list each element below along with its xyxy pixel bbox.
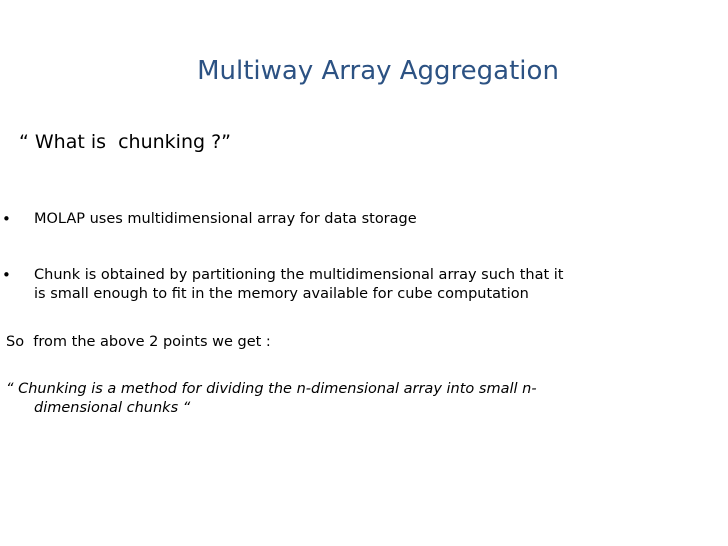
bullet-text: MOLAP uses multidimensional array for data storage [34, 211, 417, 227]
definition-line-1: “ Chunking is a method for dividing the n-dimensional array into small n- [6, 381, 537, 397]
definition-line-2: dimensional chunks “ [34, 400, 191, 416]
question-heading: “ What is chunking ?” [19, 131, 232, 153]
bullet-icon: • [2, 266, 11, 284]
conclusion-text: So from the above 2 points we get : [6, 334, 271, 350]
bullet-text-line-2: is small enough to fit in the memory available for cube computation [34, 286, 529, 302]
bullet-item-molap [0, 210, 650, 229]
bullet-icon: • [2, 210, 11, 228]
slide-title: Multiway Array Aggregation [197, 56, 559, 86]
bullet-text-line-1: Chunk is obtained by partitioning the multidimensional array such that it [34, 267, 564, 283]
chunking-definition [6, 380, 646, 418]
bullet-item-chunk [0, 266, 650, 304]
